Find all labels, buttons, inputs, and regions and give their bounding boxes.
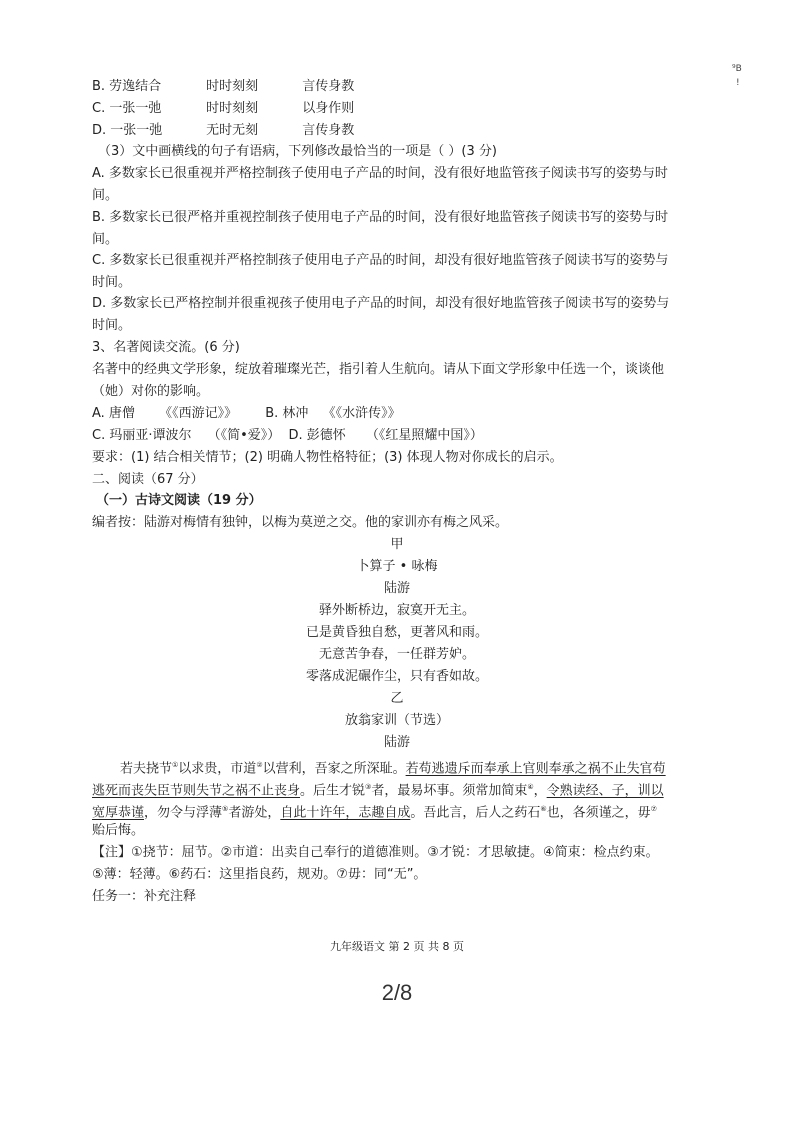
q3-option-a: A. 多数家长已很重视并严格控制孩子使用电子产品的时间，没有很好地监管孩子阅读书写的姿势与时 <box>92 166 668 181</box>
underlined-sentence: 宽厚恭谨 <box>92 805 145 821</box>
prose-line-2 <box>92 777 664 801</box>
poem-line: 已是黄昏独自愁，更著风和雨。 <box>305 625 488 640</box>
q3-option-b-cont: 间。 <box>92 232 119 247</box>
option-c-book: （《简•爱》） <box>207 428 281 443</box>
prose-text: 以求贵，市道 <box>178 761 257 777</box>
option-word-a: 无时无刻 <box>206 123 259 138</box>
poem-line: 驿外断桥边，寂寞开无主。 <box>318 603 475 618</box>
note-ref: ② <box>256 761 263 769</box>
option-c: C. 玛丽亚·谭波尔 <box>92 428 192 443</box>
prose-mark: 乙 <box>390 691 404 706</box>
prose-text: 者，最易坏事。须常加简束 <box>371 783 528 799</box>
note-ref: ④ <box>527 783 534 791</box>
task-one: 任务一：补充注释 <box>92 889 197 904</box>
option-label: D. 一张一弛 <box>92 123 163 138</box>
poem-author: 陆游 <box>383 581 410 596</box>
prose-text: 。吾此言，后人之药石 <box>410 805 541 821</box>
note-ref: ③ <box>365 783 372 791</box>
q3-option-d: D. 多数家长已严格控制并很重视孩子使用电子产品的时间，却没有很好地监管孩子阅读书写的姿势与 <box>92 296 670 311</box>
note-ref: ⑤ <box>222 805 229 813</box>
editor-note: 编者按：陆游对梅情有独钟，以梅为莫逆之交。他的家训亦有梅之风采。 <box>92 515 509 530</box>
prose-title: 放翁家训（节选） <box>344 713 449 728</box>
prose-text: 。后生才锐 <box>300 783 366 799</box>
q3-option-c-cont: 时间。 <box>92 275 132 290</box>
notes-line-1: 【注】①挠节：屈节。②市道：出卖自己奉行的道德准则。③才锐：才思敏捷。④简束：检点约束。 <box>92 845 659 860</box>
option-d-book: （《红星照耀中国》） <box>365 428 483 443</box>
option-b: B. 林冲 <box>265 406 309 421</box>
notes-line-2: ⑤薄：轻薄。⑥药石：这里指良药，规劝。⑦毋：同“无”。 <box>92 867 427 882</box>
q3-option-c: C. 多数家长已很重视并严格控制孩子使用电子产品的时间，却没有很好地监管孩子阅读书写的姿势与 <box>92 253 669 268</box>
option-word-b: 言传身教 <box>302 123 355 138</box>
sec3-title: 3、名著阅读交流。(6 分) <box>92 340 240 355</box>
page-indicator: 2/8 <box>381 980 413 1005</box>
prose-text: ，勿令与浮薄 <box>144 805 223 821</box>
note-ref: ① <box>172 761 179 769</box>
option-a: A. 唐僧 <box>92 406 135 421</box>
q3-option-a-cont: 间。 <box>92 188 119 203</box>
poem-title: 卜算子 • 咏梅 <box>356 559 438 574</box>
sec3-intro-2: （她）对你的影响。 <box>92 384 210 399</box>
note-ref: ⑥ <box>540 805 547 813</box>
option-word-b: 言传身教 <box>302 79 355 94</box>
prose-text: ， <box>533 783 547 799</box>
option-row-c <box>92 99 354 119</box>
part2-sub1: （一）古诗文阅读（19 分） <box>96 493 262 508</box>
page-footer: 九年级语文 第 2 页 共 8 页 <box>330 940 464 953</box>
option-label: B. 劳逸结合 <box>92 79 162 94</box>
option-word-a: 时时刻刻 <box>206 101 259 116</box>
sec3-options-ab <box>92 404 401 424</box>
sec3-intro-1: 名著中的经典文学形象，绽放着璀璨光芒，指引着人生航向。请从下面文学形象中任选一个，谈谈他 <box>92 362 665 377</box>
underlined-sentence: 自此十许年，志趣自成 <box>280 805 411 821</box>
prose-text: 以营利，吾家之所深耻。 <box>262 761 406 777</box>
option-row-d <box>92 121 354 141</box>
prose-text: 若夫挠节 <box>120 761 173 777</box>
option-a-book: 《《西游记》》 <box>159 406 238 421</box>
q3-stem: （3）文中画横线的句子有语病，下列修改最恰当的一项是（ ）(3 分) <box>98 144 497 159</box>
prose-author: 陆游 <box>383 735 410 750</box>
underlined-sentence: 逃死而丧失臣节则失节之祸不止丧身 <box>92 783 301 799</box>
prose-line-1 <box>120 755 666 779</box>
poem-mark: 甲 <box>390 537 404 552</box>
sec3-requirements: 要求：(1) 结合相关情节；(2) 明确人物性格特征；(3) 体现人物对你成长的启示。 <box>92 450 563 465</box>
option-word-b: 以身作则 <box>302 101 355 116</box>
underlined-sentence: 若苟逃遗斥而奉承上官则奉承之祸不止失官苟 <box>405 761 666 777</box>
option-label: C. 一张一弛 <box>92 101 162 116</box>
option-b-book: 《《水浒传》》 <box>322 406 401 421</box>
corner-mark-1: ⁹B <box>732 64 742 74</box>
part2-title: 二、阅读（67 分） <box>92 472 204 487</box>
poem-line: 零落成泥碾作尘，只有香如故。 <box>305 669 488 684</box>
corner-mark-2: ! <box>736 78 740 88</box>
prose-line-3 <box>92 799 657 823</box>
prose-text: 者游处， <box>228 805 281 821</box>
prose-line-4: 贻后悔。 <box>92 823 145 838</box>
option-word-a: 时时刻刻 <box>206 79 259 94</box>
poem-line: 无意苦争春，一任群芳妒。 <box>318 647 475 662</box>
underlined-sentence: 令熟读经、子，训以 <box>546 783 664 799</box>
prose-text: 也，各须谨之，毋 <box>546 805 651 821</box>
option-d: D. 彭德怀 <box>288 428 346 443</box>
sec3-options-cd <box>92 426 483 446</box>
q3-option-b: B. 多数家长已很严格并重视控制孩子使用电子产品的时间，没有很好地监管孩子阅读书写的姿势与时 <box>92 210 669 225</box>
corner-marks <box>732 62 742 90</box>
option-row-b <box>92 77 354 97</box>
note-ref: ⑦ <box>650 805 657 813</box>
q3-option-d-cont: 时间。 <box>92 318 132 333</box>
